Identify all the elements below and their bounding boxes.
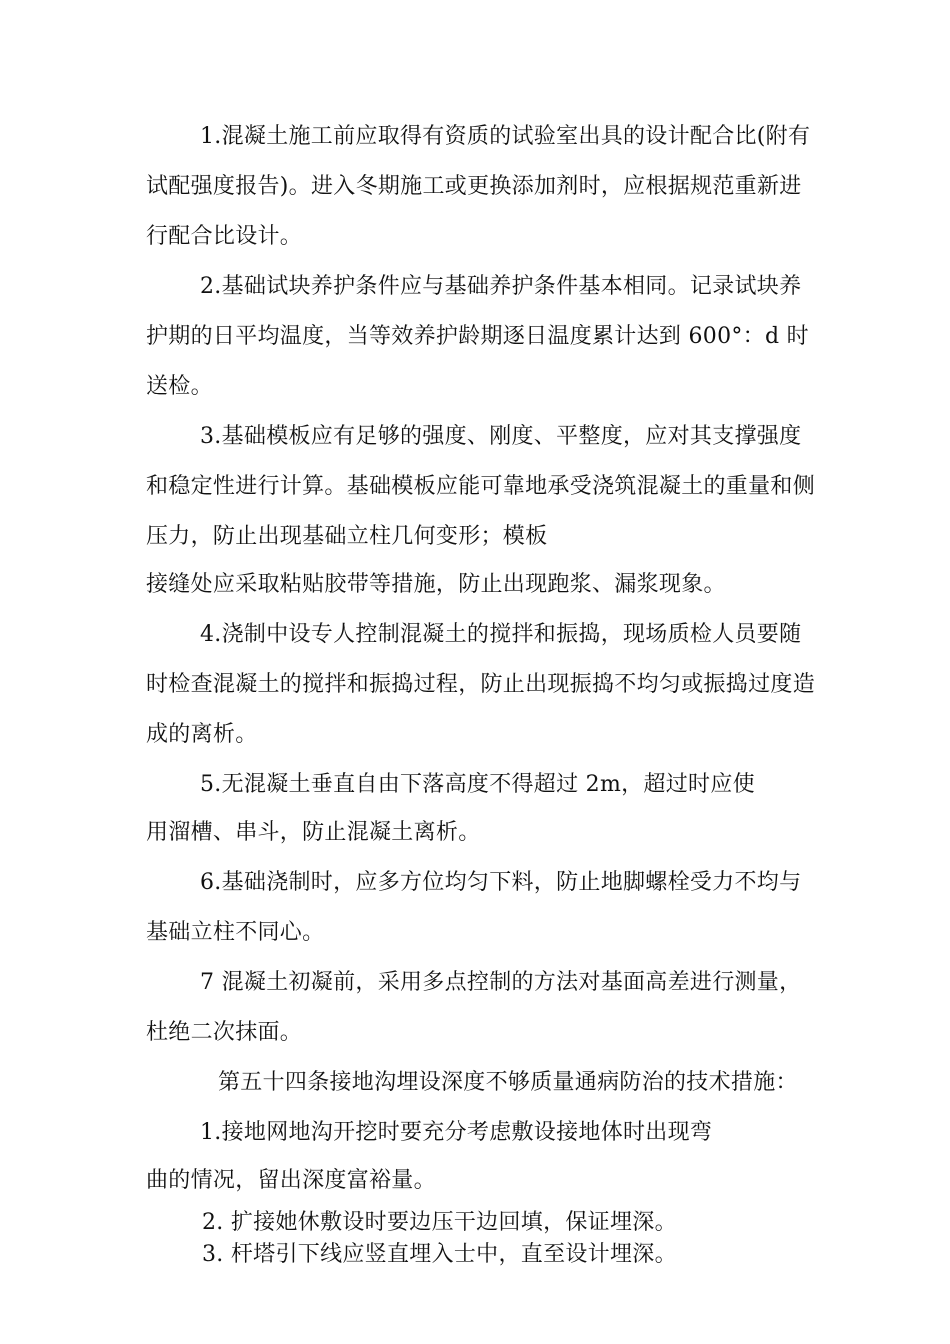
paragraph-6-line-1: 6.基础浇制时，应多方位均匀下料，防止地脚螺栓受力不均与 — [200, 870, 802, 895]
paragraph-1-line-1: 1.混凝土施工前应取得有资质的试验室出具的设计配合比(附有 — [200, 124, 811, 149]
paragraph-4-line-3: 成的离析。 — [146, 722, 258, 747]
paragraph-5-line-1: 5.无混凝土垂直自由下落高度不得超过 2m，超过时应使 — [200, 772, 755, 797]
paragraph-4-line-2: 时检查混凝土的搅拌和振捣过程，防止出现振捣不均匀或振捣过度造 — [146, 672, 816, 697]
measure-1-line-2: 曲的情况，留出深度富裕量。 — [146, 1168, 436, 1193]
paragraph-2-line-1: 2.基础试块养护条件应与基础养护条件基本相同。记录试块养 — [200, 274, 802, 299]
paragraph-7-line-2: 杜绝二次抹面。 — [146, 1020, 303, 1045]
paragraph-4-line-1: 4.浇制中设专人控制混凝土的搅拌和振捣，现场质检人员要随 — [200, 622, 802, 647]
paragraph-3-line-3: 压力，防止出现基础立柱几何变形；模板 — [146, 524, 548, 549]
paragraph-3-line-1: 3.基础模板应有足够的强度、刚度、平整度，应对其支撑强度 — [200, 424, 802, 449]
paragraph-1-line-3: 行配合比设计。 — [146, 224, 303, 249]
measure-2-line: 2. 扩接她休敷设时要边压干边回填，保证埋深。 — [202, 1210, 677, 1235]
paragraph-5-line-2: 用溜槽、串斗，防止混凝土离析。 — [146, 820, 481, 845]
paragraph-7-line-1: 7 混凝土初凝前，采用多点控制的方法对基面高差进行测量， — [200, 970, 802, 995]
measure-1-line-1: 1.接地网地沟开挖时要充分考虑敷设接地体时出现弯 — [200, 1120, 713, 1145]
paragraph-2-line-3: 送检。 — [146, 374, 213, 399]
paragraph-6-line-2: 基础立柱不同心。 — [146, 920, 325, 945]
measure-3-line: 3. 杆塔引下线应竖直埋入士中，直至设计埋深。 — [202, 1242, 677, 1267]
section-heading: 第五十四条接地沟埋设深度不够质量通病防治的技术措施： — [218, 1070, 798, 1095]
paragraph-3-line-4: 接缝处应采取粘贴胶带等措施，防止出现跑浆、漏浆现象。 — [146, 572, 726, 597]
paragraph-2-line-2: 护期的日平均温度，当等效养护龄期逐日温度累计达到 600°：d 时 — [146, 324, 809, 349]
paragraph-3-line-2: 和稳定性进行计算。基础模板应能可靠地承受浇筑混凝土的重量和侧 — [146, 474, 816, 499]
paragraph-1-line-2: 试配强度报告)。进入冬期施工或更换添加剂时，应根据规范重新进 — [146, 174, 802, 199]
